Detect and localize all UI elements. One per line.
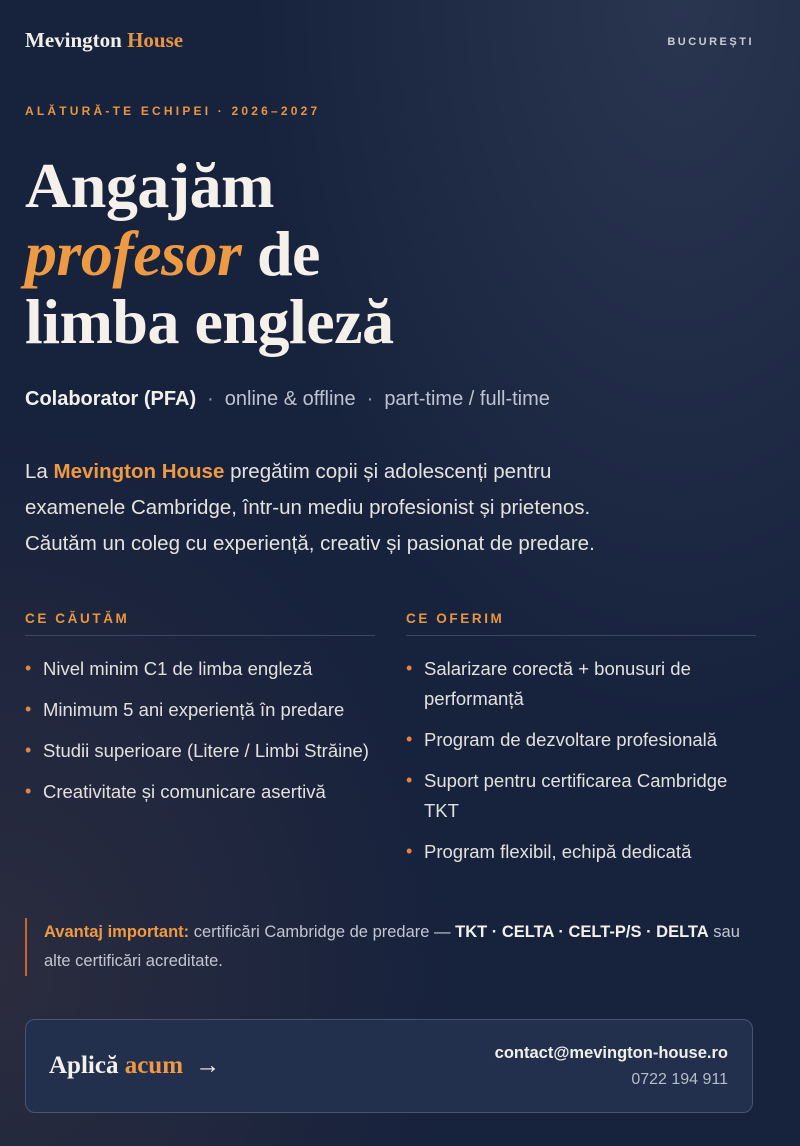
job-meta — [25, 388, 550, 411]
list-item — [25, 695, 375, 725]
requirements-list — [25, 654, 375, 807]
bullet-icon: • — [25, 658, 32, 678]
title-line-2-rest: de — [256, 218, 320, 289]
list-item — [406, 654, 756, 714]
job-schedule: part-time / full-time — [384, 388, 550, 410]
contact-phone[interactable]: 0722 194 911 — [631, 1071, 728, 1088]
list-item — [406, 725, 756, 755]
bullet-icon: • — [25, 740, 32, 760]
advantage-tail: sau alte certificări acreditate. — [44, 923, 740, 970]
list-item — [406, 837, 756, 867]
apply-label-accent: acum — [124, 1052, 184, 1079]
brand-name-accent: House — [127, 28, 184, 52]
city-label: BUCUREȘTI — [667, 36, 754, 48]
advantage-note — [25, 918, 764, 976]
bullet-icon: • — [25, 781, 32, 801]
list-item — [25, 654, 375, 684]
offer-text: Program de dezvoltare profesională — [424, 729, 718, 750]
requirement-text: Studii superioare (Litere / Limbi Străine) — [43, 740, 369, 761]
intro-line-2: examenele Cambridge, într-un mediu profesionist și prietenos. — [25, 496, 591, 519]
list-item — [25, 736, 375, 766]
apply-now-button[interactable] — [49, 1052, 220, 1080]
bullet-icon: • — [406, 729, 413, 749]
kicker: ALĂTURĂ-TE ECHIPEI · 2026–2027 — [25, 104, 321, 118]
intro-line-1: pregătim copii și adolescenți pentru — [230, 460, 552, 483]
job-mode: online & offline — [224, 388, 356, 410]
bullet-icon: • — [406, 841, 413, 861]
intro-paragraph — [25, 454, 725, 562]
offer-text: Program flexibil, echipă dedicată — [424, 841, 692, 862]
intro-line-3: Căutăm un coleg cu experiență, creativ și pasionat de predare. — [25, 532, 595, 555]
advantage-label: Avantaj important: — [44, 923, 190, 941]
bullet-icon: • — [25, 699, 32, 719]
brand-logo[interactable] — [25, 28, 183, 53]
apply-label: Aplică — [49, 1052, 119, 1079]
top-bar — [25, 28, 754, 52]
list-item — [25, 777, 375, 807]
job-role: Colaborator (PFA) — [25, 388, 197, 410]
meta-separator: · — [366, 388, 374, 410]
intro-prefix: La — [25, 460, 48, 483]
page-title — [25, 152, 394, 356]
certifications-list: TKT · CELTA · CELT-P/S · DELTA — [455, 923, 709, 941]
arrow-right-icon: → — [195, 1052, 221, 1079]
requirements-section — [25, 611, 375, 818]
contact-email[interactable]: contact@mevington-house.ro — [494, 1044, 728, 1062]
requirements-title: CE CĂUTĂM — [25, 611, 375, 636]
requirement-text: Nivel minim C1 de limba engleză — [43, 658, 313, 679]
advantage-text: certificări Cambridge de predare — — [193, 923, 451, 941]
bullet-icon: • — [406, 770, 413, 790]
title-line-3: limba engleză — [25, 286, 394, 357]
brand-name: Mevington — [25, 28, 122, 52]
apply-card — [25, 1019, 753, 1113]
list-item — [406, 766, 756, 826]
offer-text: Salarizare corectă + bonusuri de performanță — [424, 658, 691, 709]
offer-title: CE OFERIM — [406, 611, 756, 636]
offer-text: Suport pentru certificarea Cambridge TKT — [424, 770, 728, 821]
intro-brand: Mevington House — [53, 460, 225, 483]
requirement-text: Creativitate și comunicare asertivă — [43, 781, 326, 802]
title-accent-word: profesor — [25, 218, 242, 289]
offer-section — [406, 611, 756, 878]
title-line-1: Angajăm — [25, 150, 274, 221]
meta-separator: · — [207, 388, 214, 410]
offer-list — [406, 654, 756, 867]
requirement-text: Minimum 5 ani experiență în predare — [43, 699, 345, 720]
bullet-icon: • — [406, 658, 413, 678]
